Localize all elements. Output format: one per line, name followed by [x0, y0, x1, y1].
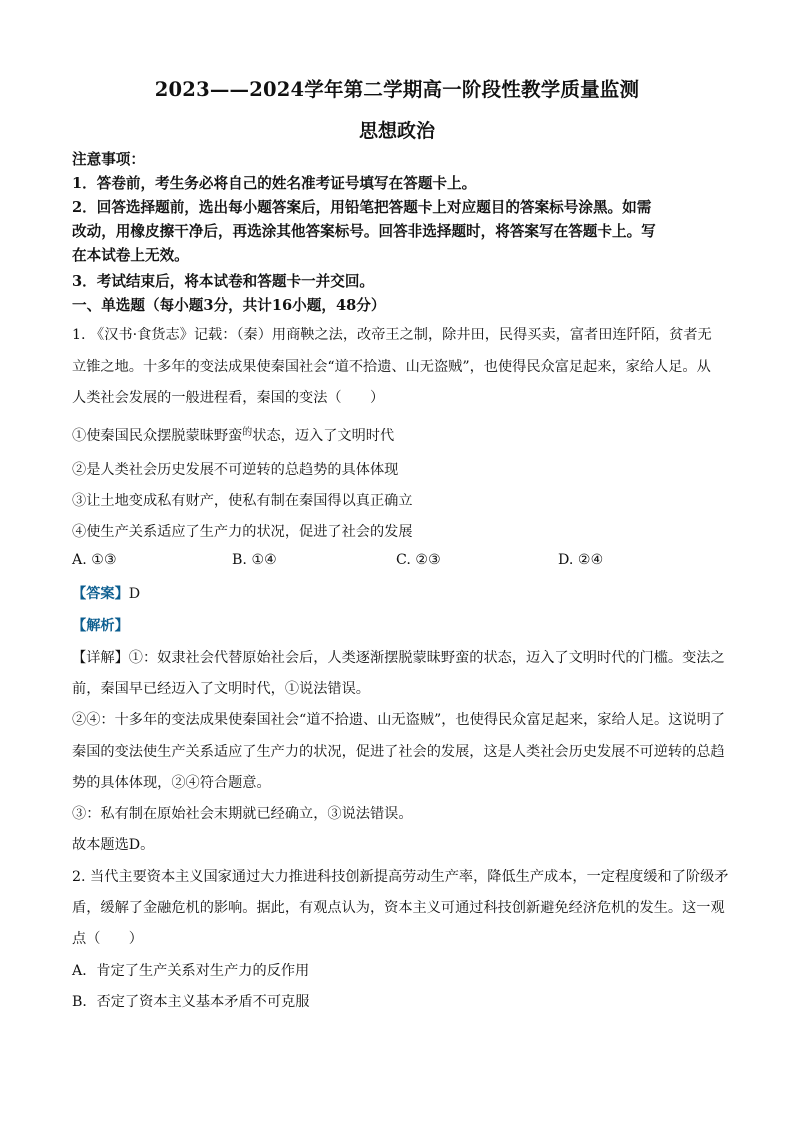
q1-answer: [72, 583, 140, 603]
notice-item: 2．回答选择题前，选出每小题答案后，用铅笔把答题卡上对应题目的答案标号涂黑。如需: [72, 199, 652, 216]
q1-statement-3: ③让土地变成私有财产，使私有制在秦国得以真正确立: [72, 493, 413, 509]
q1-statement-2: ②是人类社会历史发展不可逆转的总趋势的具体体现: [72, 462, 399, 478]
notice-item: 在本试卷上无效。: [72, 247, 189, 264]
q1-stem-line: 立锥之地。十多年的变法成果使秦国社会“道不拾遗、山无盗贼”，也使得民众富足起来，家给人足。从: [72, 359, 711, 375]
q1-detail-line: 势的具体体现，②④符合题意。: [72, 775, 271, 791]
q1-statement-4: ④使生产关系适应了生产力的状况，促进了社会的发展: [72, 524, 413, 540]
q1-stem-line: 人类社会发展的一般进程看，秦国的变法（ ）: [72, 390, 385, 406]
q1-detail-line: [72, 647, 725, 667]
detail-tag: 【详解】: [72, 650, 129, 666]
q1-option-a: A. ①③: [72, 552, 117, 568]
q1-options: [72, 552, 732, 572]
q1-conclusion: 故本题选D。: [72, 837, 155, 853]
notice-heading: 注意事项：: [72, 151, 145, 168]
notice-item: 1．答卷前，考生务必将自己的姓名准考证号填写在答题卡上。: [72, 175, 477, 192]
notice-item: 3．考试结束后，将本试卷和答题卡一并交回。: [72, 273, 375, 290]
q1-option-d: D. ②④: [558, 552, 604, 568]
q2-stem-line: 2. 当代主要资本主义国家通过大力推进科技创新提高劳动生产率，降低生产成本，一定程度缓和了阶级矛: [72, 869, 729, 885]
q1-option-c: C. ②③: [396, 552, 441, 568]
q1-statement-1-text: ①使秦国民众摆脱蒙昧野蛮: [72, 428, 243, 444]
section-heading: 一、单选题（每小题3分，共计16小题，48分）: [72, 297, 386, 314]
q1-stem-line: 1. 《汉书·食货志》记载：（秦）用商鞅之法，改帝王之制，除井田，民得买卖，富者田连阡陌，贫者无: [72, 327, 712, 343]
q2-stem-line: 点（ ）: [72, 931, 143, 947]
q1-option-b: B. ①④: [232, 552, 277, 568]
notice-item: 改动，用橡皮擦干净后，再选涂其他答案标号。回答非选择题时，将答案写在答题卡上。写: [72, 223, 656, 240]
exam-title: 2023——2024学年第二学期高一阶段性教学质量监测: [154, 78, 640, 101]
q1-statement-1: [72, 425, 394, 445]
q1-statement-1-superscript: 的: [242, 427, 253, 438]
q1-analysis: [72, 615, 129, 635]
q2-option-a: A．肯定了生产关系对生产力的反作用: [72, 963, 310, 979]
q2-stem-line: 盾，缓解了金融危机的影响。据此，有观点认为，资本主义可通过科技创新避免经济危机的发生。这一观: [72, 900, 725, 916]
q2-option-b: B．否定了资本主义基本矛盾不可克服: [72, 994, 310, 1010]
q1-detail-line: ②④：十多年的变法成果使秦国社会“道不拾遗、山无盗贼”，也使得民众富足起来，家给人足。这说明了: [72, 712, 725, 728]
detail-text: ①：奴隶社会代替原始社会后，人类逐渐摆脱蒙昧野蛮的状态，迈入了文明时代的门槛。变法之: [128, 650, 725, 666]
q1-detail-line: 秦国的变法使生产关系适应了生产力的状况，促进了社会的发展，这是人类社会历史发展不可逆转的总趋: [72, 744, 725, 760]
q1-statement-1-text-end: 状态，迈入了文明时代: [252, 428, 395, 444]
q1-detail-line: 前，秦国早已经迈入了文明时代，①说法错误。: [72, 681, 370, 697]
answer-value: D: [128, 586, 141, 602]
q1-detail-line: ③：私有制在原始社会末期就已经确立，③说法错误。: [72, 806, 413, 822]
analysis-tag: 【解析】: [72, 618, 129, 634]
exam-subject: 思想政治: [358, 120, 435, 142]
answer-tag: 【答案】: [72, 586, 129, 602]
